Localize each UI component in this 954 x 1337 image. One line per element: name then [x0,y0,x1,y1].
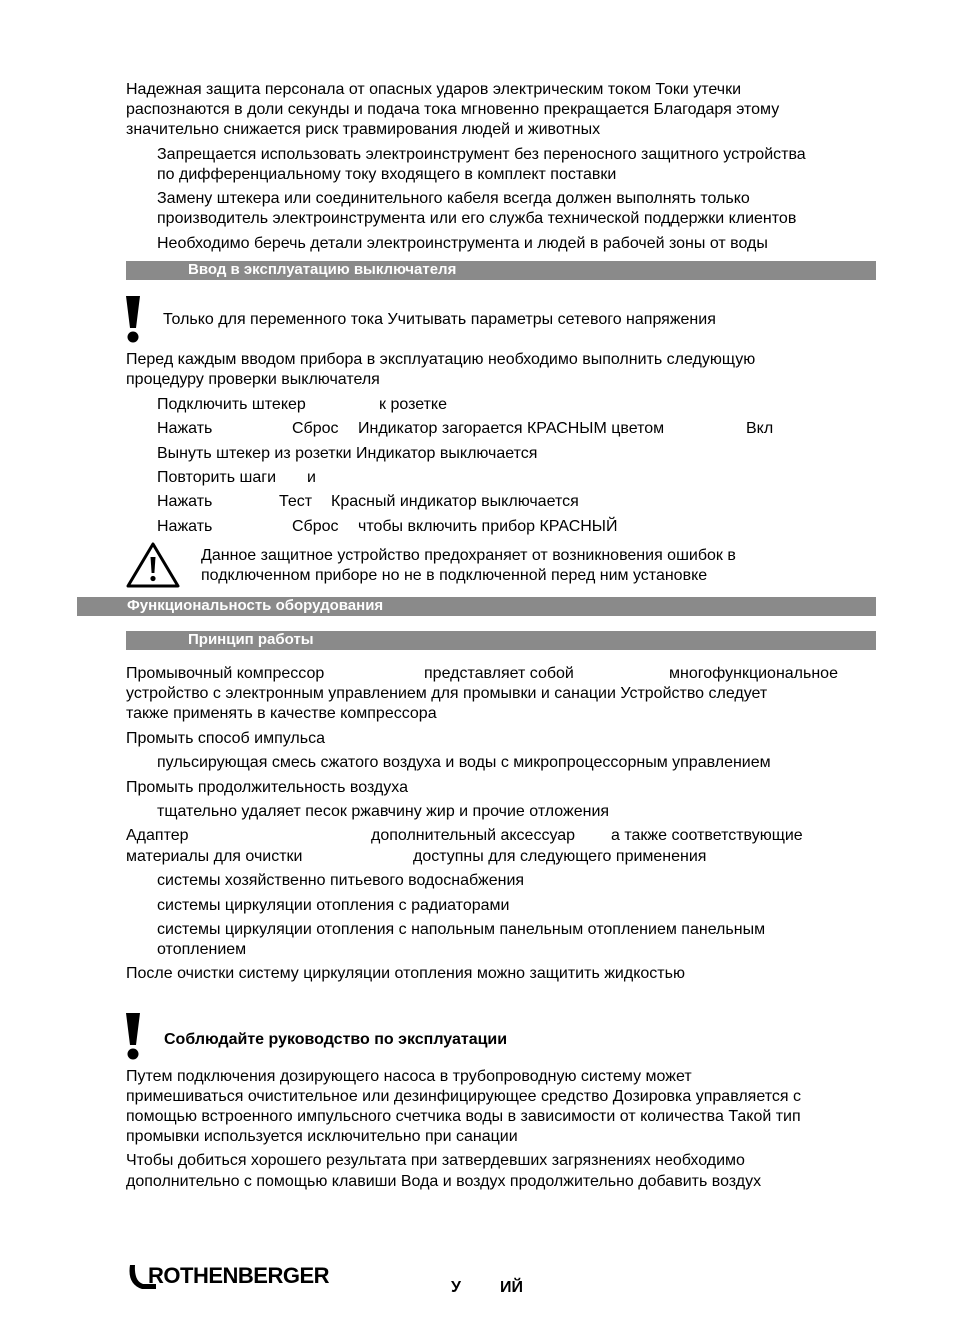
procedure-intro-line-2: процедуру проверки выключателя [126,371,380,388]
pulse-mode-desc: пульсирующая смесь сжатого воздуха и воды с микропроцессорным управлением [157,754,771,771]
step-2-indicator: Индикатор загорается КРАСНЫМ цветом [358,420,665,437]
footer-page-label-b: ИЙ [500,1279,523,1296]
step-1-text: Подключить штекер [157,396,306,413]
adapter-line-1c: а также соответствующие [611,827,803,844]
air-mode-title: Промыть продолжительность воздуха [126,779,408,796]
step-2-text: Нажать [157,420,213,437]
intro-line-2: распознаются в доли секунды и подача тока мгновенно прекращается Благодаря этому [126,101,780,118]
bullet-2-line-2: производитель электроинструмента или его служба технической поддержки клиентов [157,210,797,227]
step-4-text: Повторить шаги [157,469,277,486]
principle-line-3: также применять в качестве компрессора [126,705,437,722]
adapter-line-2a: материалы для очистки [126,848,303,865]
step-2-reset-label: Сброс [292,420,339,437]
section-heading-bar [126,261,876,280]
intro-line-3: значительно снижается риск травмирования людей и животных [126,121,601,138]
step-6-text-end: чтобы включить прибор КРАСНЫЙ [358,518,618,535]
adapter-line-1b: дополнительный аксессуар [371,827,576,844]
step-6-reset-label: Сброс [292,518,339,535]
procedure-intro-line-1: Перед каждым вводом прибора в эксплуатацию необходимо выполнить следующую [126,351,756,368]
principle-line-1a: Промывочный компрессор [126,665,325,682]
step-5-test-label: Тест [279,493,313,510]
use-item-3-line-1: системы циркуляции отопления с напольным панельным отоплением панельным [157,921,766,938]
section-heading-bar [126,631,876,650]
adapter-line-1a: Адаптер [126,827,189,844]
section-heading-commissioning: Ввод в эксплуатацию выключателя [188,261,457,278]
bullet-1-line-2: по дифференциальному току входящего в комплект поставки [157,166,617,183]
warning-line-1: Данное защитное устройство предохраняет от возникновения ошибок в [201,547,736,564]
logo-text: ROTHENBERGER [148,1263,330,1288]
bullet-3: Необходимо беречь детали электроинструмента и людей в рабочей зоны от воды [157,235,768,252]
note-manual: Соблюдайте руководство по эксплуатации [164,1031,508,1048]
step-4-and: и [307,469,316,486]
step-6-text: Нажать [157,518,213,535]
principle-line-2: устройство с электронным управлением для промывки и санации Устройство следует [126,685,768,702]
dosing-line-2: примешиваться очистительное или дезинфицирующее средство Дозировка управляется с [126,1088,801,1105]
after-cleaning-text: После очистки систему циркуляции отопления можно защитить жидкостью [126,965,685,982]
use-item-1: системы хозяйственно питьевого водоснабжения [157,872,525,889]
air-mode-desc: тщательно удаляет песок ржавчину жир и прочие отложения [157,803,610,820]
adapter-line-2b: доступны для следующего применения [413,848,707,865]
section-heading-functionality: Функциональность оборудования [127,597,384,614]
dosing-line-1: Путем подключения дозирующего насоса в трубопроводную систему может [126,1068,692,1085]
use-item-3-line-2: отоплением [157,941,247,958]
step-5-indicator: Красный индикатор выключается [331,493,579,510]
rothenberger-logo-icon [126,1262,366,1292]
warning-triangle-icon [125,541,181,589]
principle-line-1c: многофункциональное [669,665,838,682]
principle-line-1b: представляет собой [424,665,574,682]
use-item-2: системы циркуляции отопления с радиаторами [157,897,510,914]
exclamation-icon [124,294,142,344]
step-5-text: Нажать [157,493,213,510]
footer-page-label-a: У [451,1279,461,1296]
note-ac-only: Только для переменного тока Учитывать параметры сетевого напряжения [163,311,716,328]
step-2-on-label: Вкл [746,420,774,437]
warning-line-2: подключенном приборе но не в подключенной перед ним установке [201,567,708,584]
pulse-mode-title: Промыть способ импульса [126,730,325,747]
step-3-text: Вынуть штекер из розетки Индикатор выключается [157,445,538,462]
section-heading-principle: Принцип работы [188,631,314,648]
section-heading-bar [77,597,876,616]
bullet-2-line-1: Замену штекера или соединительного кабеля всегда должен выполнять только [157,190,750,207]
intro-line-1: Надежная защита персонала от опасных ударов электрическим током Токи утечки [126,81,742,98]
exclamation-icon [124,1011,142,1061]
bullet-1-line-1: Запрещается использовать электроинструмент без переносного защитного устройства [157,146,806,163]
dosing-line-4: промывки используется исключительно при санации [126,1128,518,1145]
dosing-line-3: помощью встроенного импульсного счетчика воды в зависимости от количества Такой тип [126,1108,801,1125]
hardened-dirt-line-2: дополнительно с помощью клавиши Вода и воздух продолжительно добавить воздух [126,1173,762,1190]
hardened-dirt-line-1: Чтобы добиться хорошего результата при затвердевших загрязнениях необходимо [126,1152,745,1169]
step-1-text-end: к розетке [379,396,447,413]
